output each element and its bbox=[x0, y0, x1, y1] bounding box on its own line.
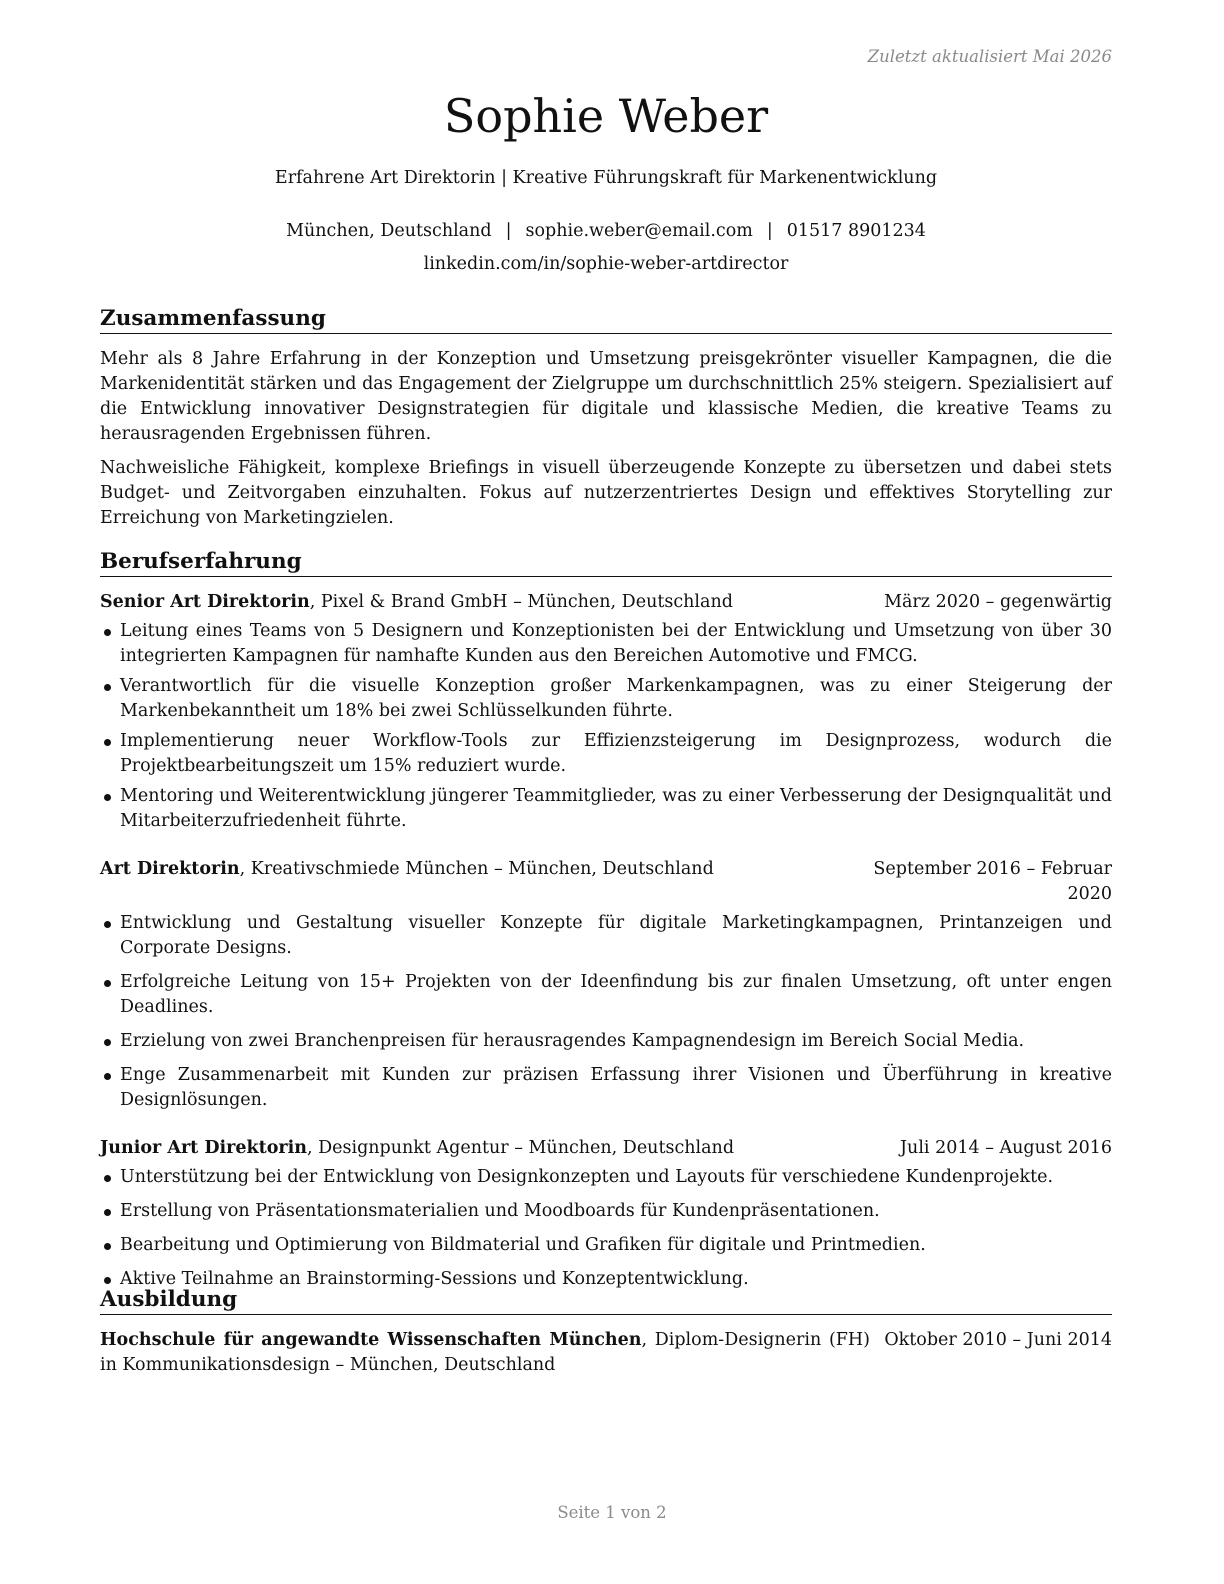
experience-section bbox=[100, 548, 1112, 1292]
job-company: , Designpunkt Agentur – München, Deutschland bbox=[306, 1138, 735, 1158]
contact-separator: | bbox=[766, 221, 773, 241]
bullet-item: Verantwortlich für die visuelle Konzeption großer Markenkampagnen, was zu einer Steigerung der Markenbekanntheit um 18% bei zwei Schlüsselkunden führte. bbox=[100, 674, 1112, 724]
bullet-item: Implementierung neuer Workflow-Tools zur Effizienzsteigerung im Designprozess, wodurch die Projektbearbeitungszeit um 15% reduziert wurde. bbox=[100, 729, 1112, 779]
job-bullets bbox=[100, 619, 1112, 834]
education-dates: Oktober 2010 – Juni 2014 bbox=[884, 1330, 1112, 1350]
education-section bbox=[100, 1286, 1112, 1378]
summary-section bbox=[100, 305, 1112, 531]
contact-phone: 01517 8901234 bbox=[786, 221, 926, 241]
summary-paragraph: Nachweisliche Fähigkeit, komplexe Briefings in visuell überzeugende Konzepte zu übersetzen und dabei stets Budget- und Zeitvorgaben einzuhalten. Fokus auf nutzerzentriertes Design und effektives Storytelling zur Erreichung von Marketingzielen. bbox=[100, 458, 1112, 528]
last-updated: Zuletzt aktualisiert Mai 2026 bbox=[867, 47, 1112, 66]
job-dates: Juli 2014 – August 2016 bbox=[900, 1138, 1112, 1158]
job-header bbox=[100, 857, 1112, 907]
job-dates: September 2016 – Februar 2020 bbox=[873, 859, 1112, 904]
contact-separator: | bbox=[505, 221, 512, 241]
bullet-item: Bearbeitung und Optimierung von Bildmaterial und Grafiken für digitale und Printmedien. bbox=[100, 1233, 1112, 1258]
bullet-item: Leitung eines Teams von 5 Designern und Konzeptionisten bei der Entwicklung und Umsetzung von über 30 integrierten Kampagnen für namhafte Kunden aus den Bereichen Automotive und FMCG. bbox=[100, 619, 1112, 669]
bullet-item: Unterstützung bei der Entwicklung von Designkonzepten und Layouts für verschiedene Kundenprojekte. bbox=[100, 1165, 1112, 1190]
job-entry bbox=[100, 857, 1112, 1113]
section-title-summary: Zusammenfassung bbox=[100, 305, 1112, 334]
job-role: Junior Art Direktorin bbox=[100, 1138, 307, 1158]
contact-linkedin[interactable]: linkedin.com/in/sophie-weber-artdirector bbox=[423, 254, 789, 274]
contact-email[interactable]: sophie.weber@email.com bbox=[525, 221, 753, 241]
job-entry bbox=[100, 1136, 1112, 1292]
bullet-item: Erstellung von Präsentationsmaterialien und Moodboards für Kundenpräsentationen. bbox=[100, 1199, 1112, 1224]
section-title-education: Ausbildung bbox=[100, 1286, 1112, 1315]
job-header bbox=[100, 590, 1112, 615]
bullet-item: Aktive Teilnahme an Brainstorming-Sessions und Konzeptentwicklung. bbox=[100, 1267, 1112, 1292]
job-dates: März 2020 – gegenwärtig bbox=[884, 592, 1112, 612]
job-bullets bbox=[100, 1165, 1112, 1292]
job-role: Senior Art Direktorin bbox=[100, 592, 310, 612]
bullet-item: Enge Zusammenarbeit mit Kunden zur präzisen Erfassung ihrer Visionen und Überführung in kreative Designlösungen. bbox=[100, 1063, 1112, 1113]
education-entry bbox=[100, 1328, 1112, 1378]
bullet-item: Entwicklung und Gestaltung visueller Konzepte für digitale Marketingkampagnen, Printanzeigen und Corporate Designs. bbox=[100, 911, 1112, 961]
job-header bbox=[100, 1136, 1112, 1161]
job-entry bbox=[100, 590, 1112, 834]
page-number: Seite 1 von 2 bbox=[557, 1503, 667, 1522]
job-company: , Kreativschmiede München – München, Deutschland bbox=[239, 859, 714, 879]
candidate-name: Sophie Weber bbox=[443, 89, 769, 143]
education-school: Hochschule für angewandte Wissenschaften München bbox=[100, 1330, 642, 1350]
job-role: Art Direktorin bbox=[100, 859, 240, 879]
candidate-headline: Erfahrene Art Direktorin | Kreative Führungskraft für Markenentwicklung bbox=[274, 168, 938, 188]
bullet-item: Mentoring und Weiterentwicklung jüngerer Teammitglieder, was zu einer Verbesserung der Designqualität und Mitarbeiterzufriedenheit führte. bbox=[100, 784, 1112, 834]
bullet-item: Erfolgreiche Leitung von 15+ Projekten von der Ideenfindung bis zur finalen Umsetzung, oft unter engen Deadlines. bbox=[100, 970, 1112, 1020]
contact-line bbox=[100, 219, 1112, 244]
job-bullets bbox=[100, 911, 1112, 1113]
section-title-experience: Berufserfahrung bbox=[100, 548, 1112, 577]
education-degree: , Diplom-Designerin (FH) in Kommunikationsdesign – München, Deutschland bbox=[100, 1330, 871, 1375]
contact-location: München, Deutschland bbox=[286, 221, 492, 241]
bullet-item: Erzielung von zwei Branchenpreisen für herausragendes Kampagnendesign im Bereich Social Media. bbox=[100, 1029, 1112, 1054]
summary-paragraph: Mehr als 8 Jahre Erfahrung in der Konzeption und Umsetzung preisgekrönter visueller Kampagnen, die die Markenidentität stärken und das Engagement der Zielgruppe um durchschnittlich 25% steigern. Spezialisiert auf die Entwicklung innovativer Designstrategien für digitale und klassische Medien, die kreative Teams zu herausragenden Ergebnissen führen. bbox=[100, 349, 1112, 444]
job-company: , Pixel & Brand GmbH – München, Deutschland bbox=[309, 592, 733, 612]
